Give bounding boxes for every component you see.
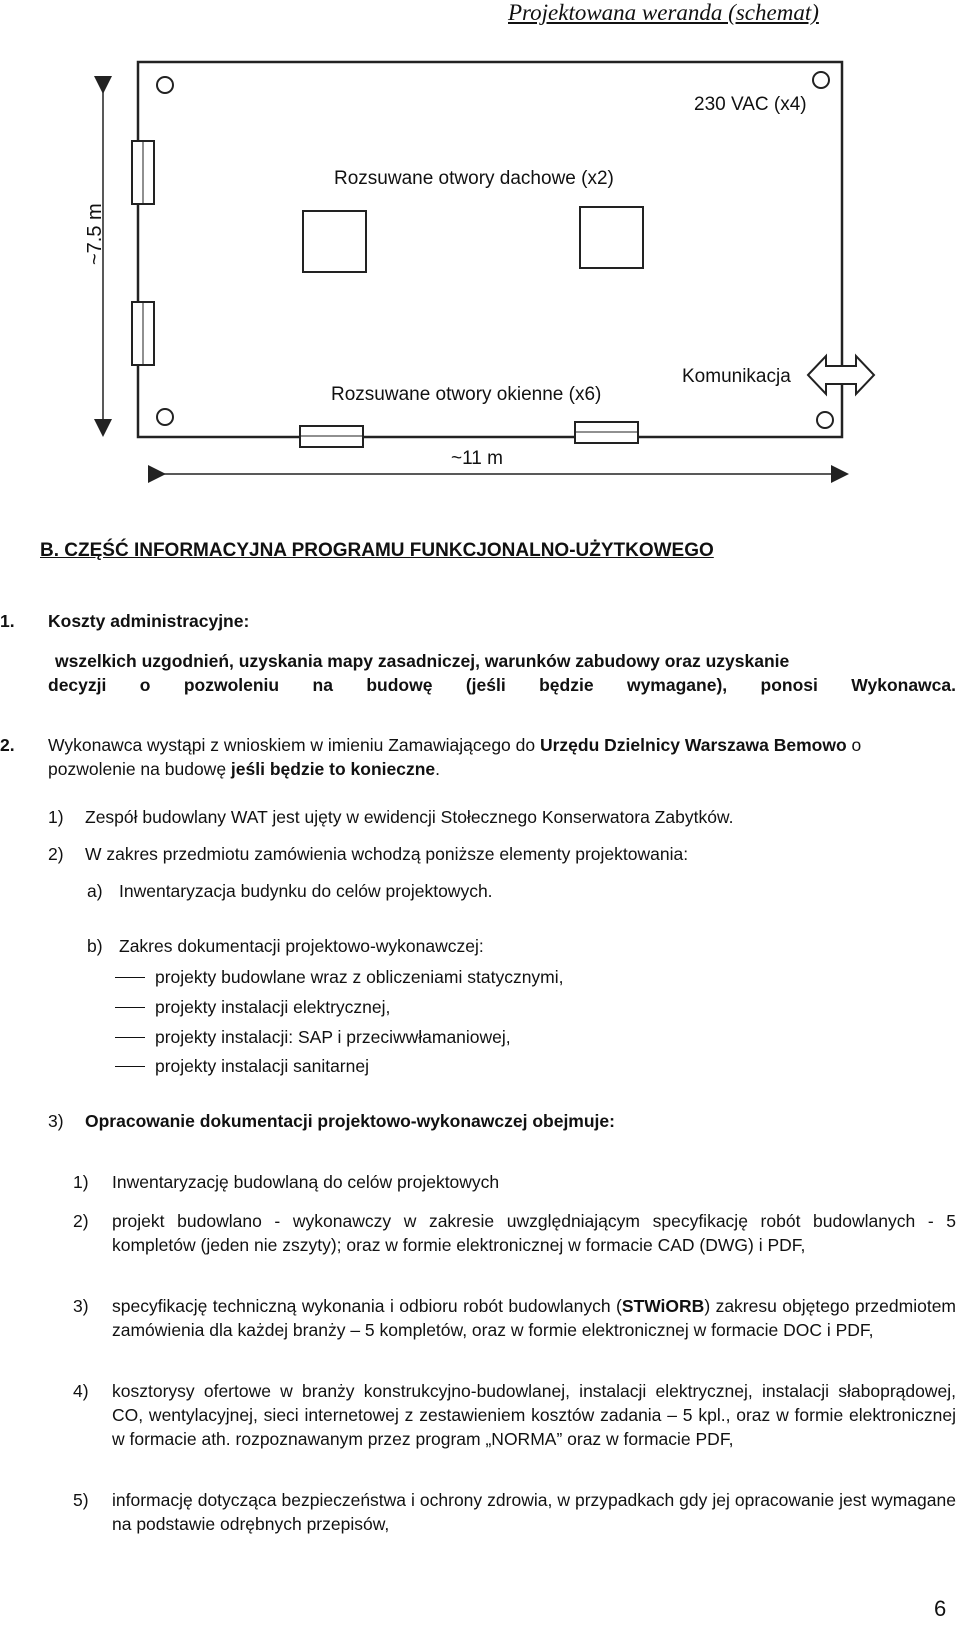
- item2-sub2b-number: b): [87, 936, 103, 956]
- item1-line1: wszelkich uzgodnień, uzyskania mapy zasadniczej, warunków zabudowy oraz uzyskanie: [55, 651, 790, 671]
- list3-stwiorb: STWiORB: [621, 1296, 705, 1316]
- item2-number: 2.: [0, 735, 15, 755]
- roof-opening-right: [580, 207, 643, 268]
- list3-number: 5): [73, 1490, 89, 1510]
- dash-item: projekty instalacji elektrycznej,: [155, 997, 391, 1017]
- list3-number: 4): [73, 1381, 89, 1401]
- list3-text: [112, 1294, 956, 1342]
- label-communication: Komunikacja: [682, 366, 791, 387]
- dash-item: projekty instalacji sanitarnej: [155, 1056, 369, 1076]
- item2-text-b: o pozwolenie na budowę: [48, 735, 862, 779]
- diagram-title: Projektowana weranda (schemat): [508, 0, 819, 25]
- dash-marker: [115, 1037, 145, 1038]
- item2-if-needed: jeśli będzie to konieczne: [230, 759, 436, 779]
- item1-line2: decyzji o pozwoleniu na budowę (jeśli będzie wymagane), ponosi Wykonawca.: [48, 675, 956, 695]
- item2-sub2b-text: Zakres dokumentacji projektowo-wykonawczej:: [119, 936, 484, 956]
- page-number: 6: [934, 1596, 947, 1621]
- dash-marker: [115, 1007, 145, 1008]
- list3-text-b: ) zakresu objętego przedmiotem zamówienia dla każdej branży – 5 kompletów, oraz w formie elektronicznej w formacie DOC i PDF,: [112, 1296, 957, 1340]
- item2-sub1-text: Zespół budowlany WAT jest ujęty w ewidencji Stołecznego Konserwatora Zabytków.: [85, 807, 734, 827]
- list3-text: informację dotycząca bezpieczeństwa i ochrony zdrowia, w przypadkach gdy jej opracowanie jest wymagane na podstawie odrębnych przepisów,: [112, 1490, 956, 1534]
- list3-number: 3): [73, 1296, 89, 1316]
- outlet-bottom-left: [157, 409, 173, 425]
- item2-sub3-text: Opracowanie dokumentacji projektowo-wykonawczej obejmuje:: [85, 1111, 615, 1131]
- item2-paragraph: [48, 733, 938, 781]
- dash-item: projekty budowlane wraz z obliczeniami statycznymi,: [155, 967, 564, 987]
- item2-office: Urzędu Dzielnicy Warszawa Bemowo: [539, 735, 847, 755]
- item2-sub3-number: 3): [48, 1111, 64, 1131]
- item2-sub2-text: W zakres przedmiotu zamówienia wchodzą poniższe elementy projektowania:: [85, 844, 689, 864]
- outlet-top-left: [157, 77, 173, 93]
- dash-marker: [115, 1066, 145, 1067]
- label-power: 230 VAC (x4): [694, 94, 807, 115]
- list3-text-a: specyfikację techniczną wykonania i odbioru robót budowlanych (: [112, 1296, 622, 1316]
- outlet-top-right: [813, 72, 829, 88]
- item2-sub1-number: 1): [48, 807, 64, 827]
- label-roof-openings: Rozsuwane otwory dachowe (x2): [334, 168, 614, 189]
- list3-number: 2): [73, 1211, 89, 1231]
- item2-text-c: .: [435, 759, 441, 779]
- dash-marker: [115, 977, 145, 978]
- veranda-floor-plan: [0, 0, 960, 500]
- label-window-openings: Rozsuwane otwory okienne (x6): [331, 384, 602, 405]
- item2-sub2-number: 2): [48, 844, 64, 864]
- list3-number: 1): [73, 1172, 89, 1192]
- list3-text: kosztorysy ofertowe w branży konstrukcyjno-budowlanej, instalacji elektrycznej, instalacji słaboprądowej, CO, wentylacyjnej, sieci internetowej z zestawieniem kosztów zadania – 5 kpl., oraz w formie elektronicznej w formacie ath. rozpoznawanym przez program „NORMA” oraz w formacie PDF,: [112, 1381, 956, 1449]
- list3-text: Inwentaryzację budowlaną do celów projektowych: [112, 1172, 500, 1192]
- list3-text: projekt budowlano - wykonawczy w zakresie uwzględniającym specyfikację robót budowlanych - 5 kompletów (jeden nie zszyty); oraz w formie elektronicznej w formacie CAD (DWG) i PDF,: [112, 1211, 956, 1255]
- roof-opening-left: [303, 211, 366, 272]
- label-height: ~7.5 m: [84, 203, 106, 265]
- item2-text-a: Wykonawca wystąpi z wnioskiem w imieniu Zamawiającego do: [48, 735, 540, 755]
- item2-sub2a-text: Inwentaryzacja budynku do celów projektowych.: [119, 881, 493, 901]
- item1-title: Koszty administracyjne:: [48, 611, 250, 631]
- item1-number: 1.: [0, 611, 15, 631]
- label-width: ~11 m: [451, 448, 503, 469]
- section-b-heading: B. CZĘŚĆ INFORMACYJNA PROGRAMU FUNKCJONALNO-UŻYTKOWEGO: [40, 540, 714, 561]
- outlet-bottom-right: [817, 412, 833, 428]
- item2-sub2a-number: a): [87, 881, 103, 901]
- dash-item: projekty instalacji: SAP i przeciwwłamaniowej,: [155, 1027, 511, 1047]
